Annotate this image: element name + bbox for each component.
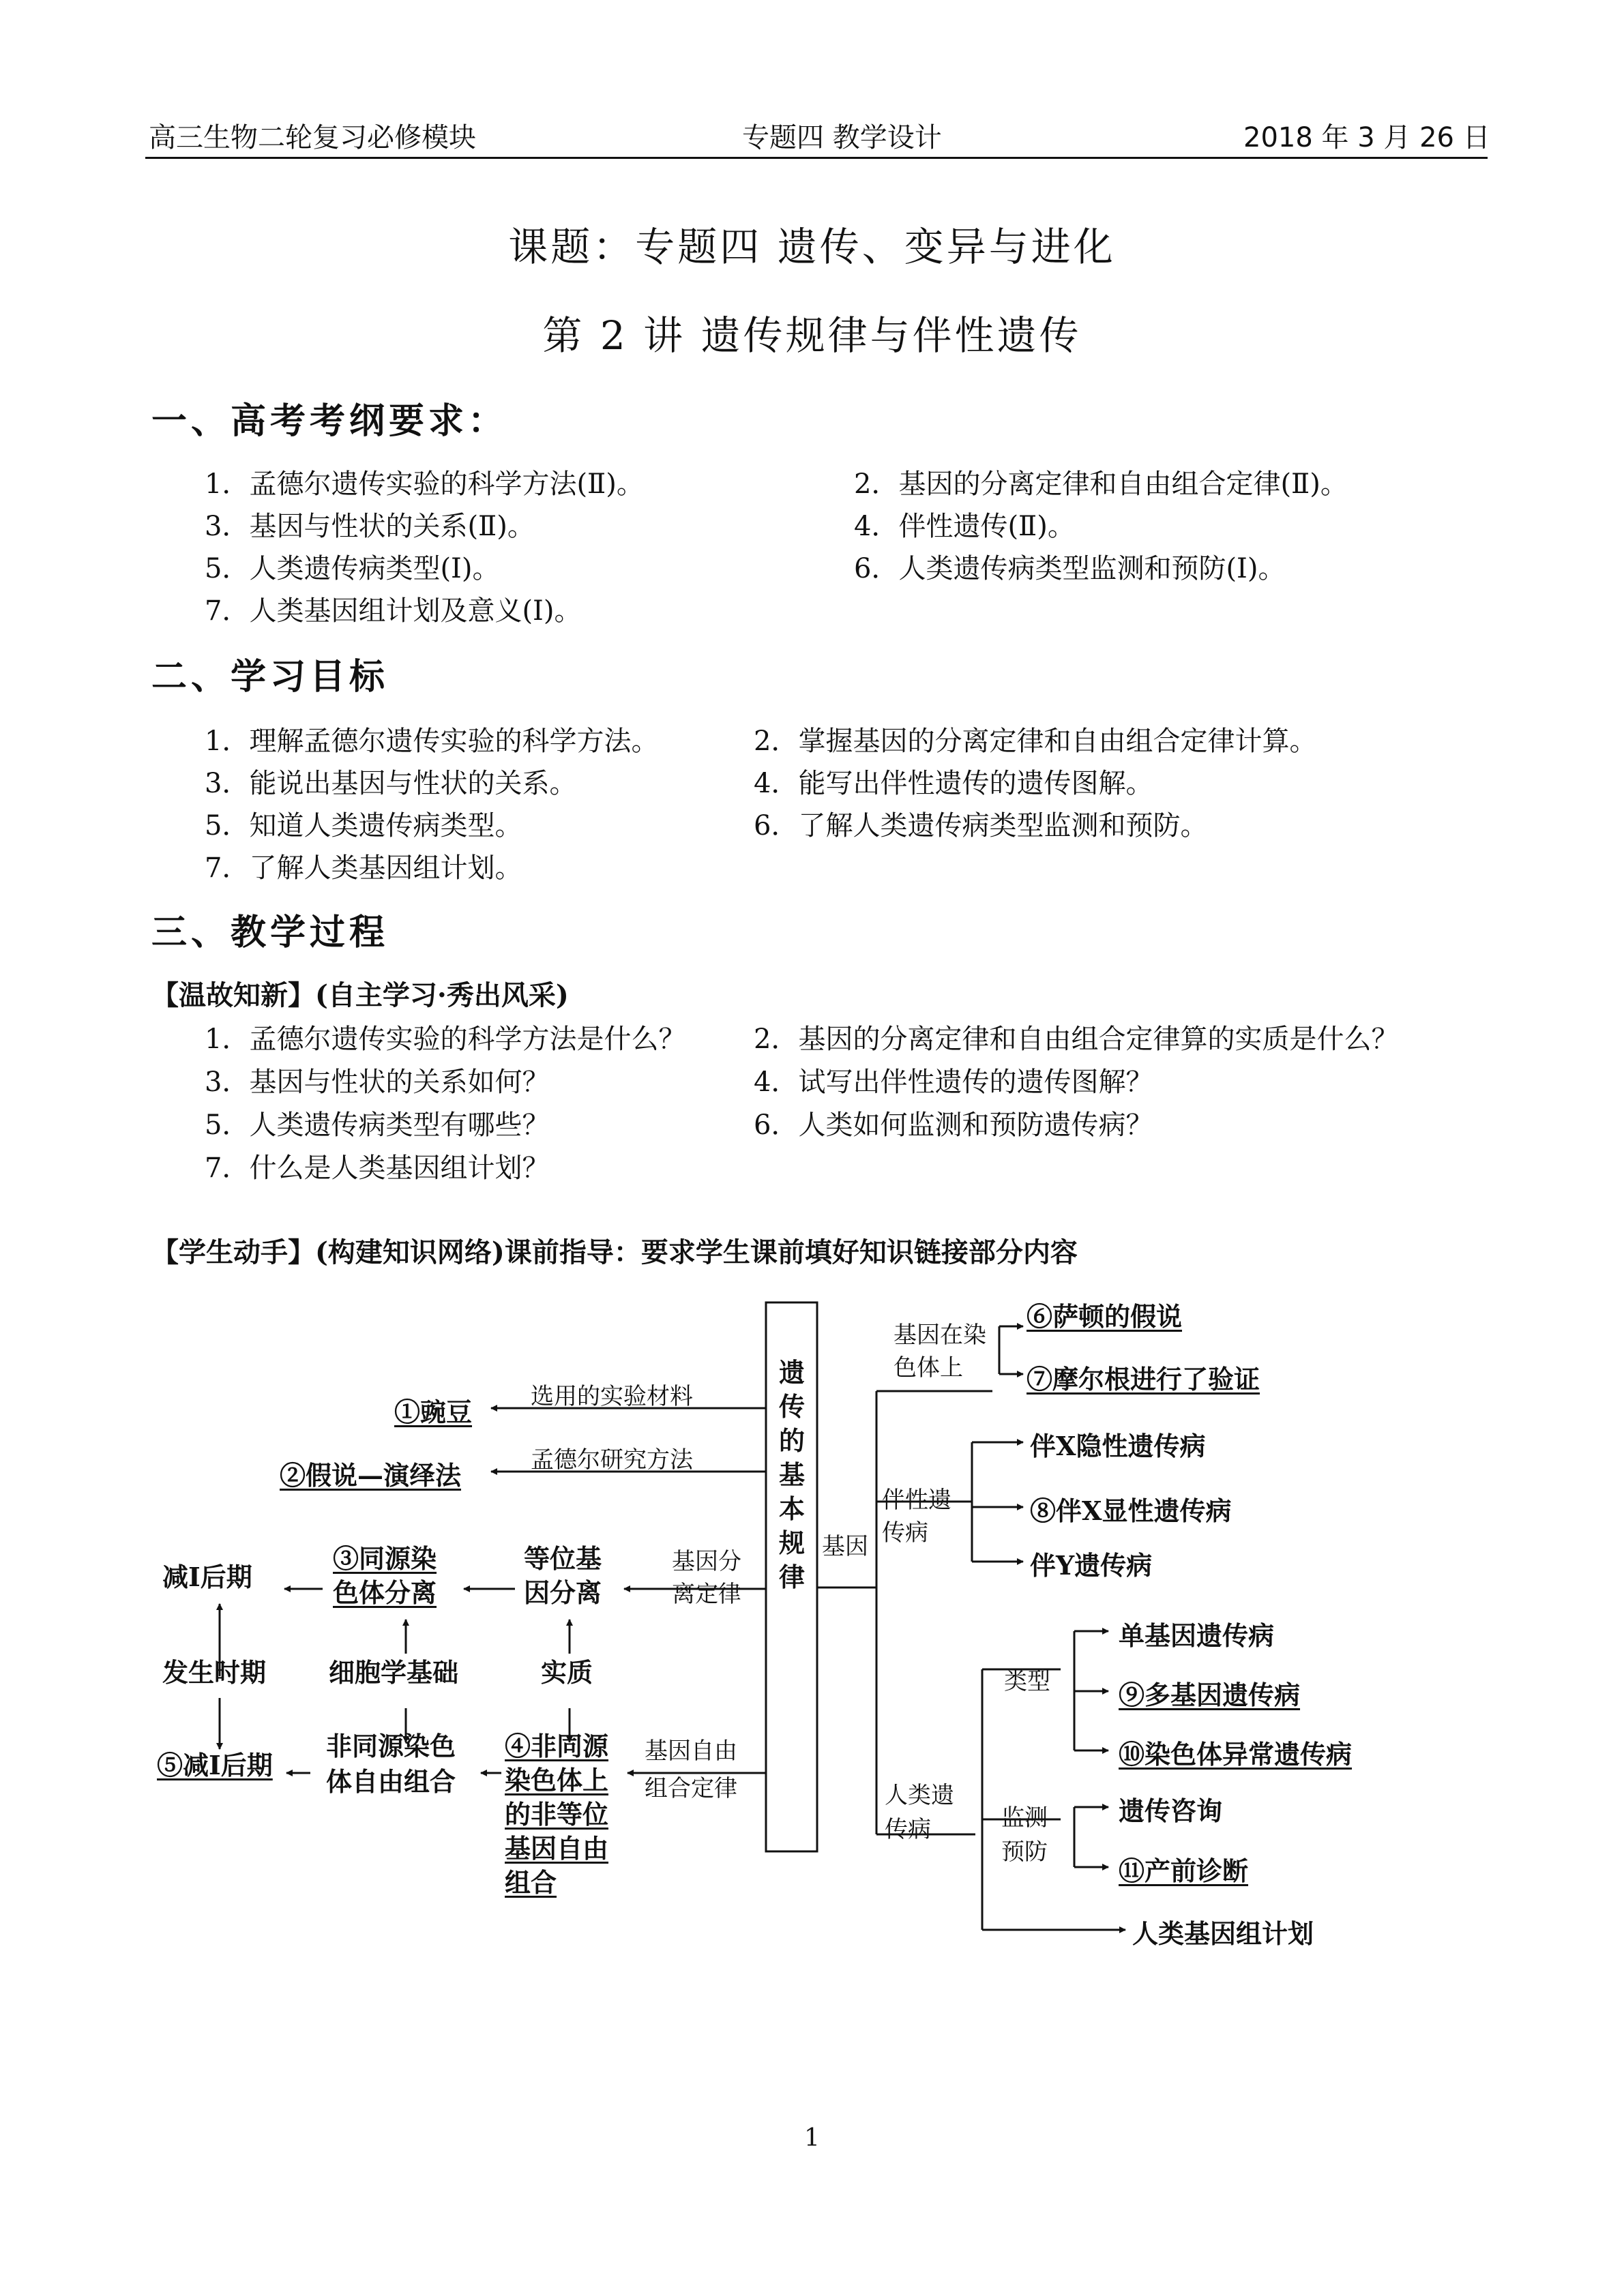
requirement-item: 7．人类基因组计划及意义(Ⅰ)。 [205,595,582,627]
sex-linked-label: 伴性遗 [882,1487,951,1514]
header-center: 专题四 教学设计 [742,122,942,153]
review-label: 【温故知新】(自主学习·秀出风采) [151,979,569,1011]
answer-nonallelic-free-combination: ④非同源 [505,1731,609,1761]
answer-meiosis-1-anaphase: ⑤减Ⅰ后期 [157,1750,273,1780]
nonhomolog-chromosome-combination: 体自由组合 [326,1766,456,1797]
cell-basis-label: 细胞学基础 [329,1657,459,1688]
gene-label: 基因 [822,1533,868,1560]
method-arrow-label: 孟德尔研究方法 [531,1446,693,1474]
center-box-char: 的 [779,1425,806,1456]
human-genetic-disease-label: 传病 [885,1816,931,1843]
requirement-item: 4．伴性遗传(Ⅱ)。 [854,511,1075,542]
goal-item: 2．掌握基因的分离定律和自由组合定律计算。 [754,726,1317,757]
answer-chromosomal-disease: ⑩染色体异常遗传病 [1119,1739,1353,1770]
answer-nonallelic-free-combination: 的非等位 [505,1799,609,1830]
goal-item: 7．了解人类基因组计划。 [205,852,522,884]
answer-hypothesis-deduction: ②假说—演绎法 [280,1460,462,1491]
answer-nonallelic-free-combination: 染色体上 [505,1765,609,1795]
answer-sutton-hypothesis-text: ⑥萨顿的假说 [1027,1301,1183,1332]
occur-time-label: 发生时期 [162,1657,267,1688]
review-item: 3．基因与性状的关系如何？ [205,1067,550,1098]
free-combination-law-label: 组合定律 [645,1775,737,1802]
human-genetic-disease-label: 人类遗 [885,1782,954,1809]
single-gene-disease: 单基因遗传病 [1119,1620,1275,1651]
answer-sutton-hypothesis [1027,1296,1182,1333]
allele-separation: 因分离 [524,1577,602,1608]
goal-item: 5．知道人类遗传病类型。 [205,810,522,841]
answer-nonallelic-free-combination: 基因自由 [505,1833,609,1864]
requirement-item: 2．基因的分离定律和自由组合定律(Ⅱ)。 [854,468,1348,500]
monitor-prevent-label: 监测 [1001,1804,1048,1832]
review-item: 1．孟德尔遗传实验的科学方法是什么？ [205,1024,686,1055]
goal-item: 4．能写出伴性遗传的遗传图解。 [754,768,1153,799]
goal-item: 6．了解人类遗传病类型监测和预防。 [754,810,1208,841]
allele-separation: 等位基 [524,1543,602,1574]
lecture-title: 第 2 讲 遗传规律与伴性遗传 [542,312,1082,359]
requirement-item: 3．基因与性状的关系(Ⅱ)。 [205,511,535,542]
lesson-title: 课题：专题四 遗传、变异与进化 [508,224,1116,270]
material-arrow-label: 选用的实验材料 [531,1383,693,1410]
goal-item: 1．理解孟德尔遗传实验的科学方法。 [205,726,659,757]
answer-homolog-separation: ③同源染 [333,1543,437,1574]
answer-homolog-separation: 色体分离 [333,1577,437,1608]
center-box-char: 规 [779,1527,806,1558]
center-box-char: 遗 [779,1357,806,1388]
essence-label: 实质 [541,1657,593,1688]
answer-polygenic-disease: ⑨多基因遗传病 [1119,1680,1301,1710]
review-item: 4．试写出伴性遗传的遗传图解？ [754,1067,1153,1098]
section3-heading: 三、教学过程 [151,912,389,953]
requirement-item: 6．人类遗传病类型监测和预防(Ⅰ)。 [854,553,1286,584]
sex-linked-label: 传病 [882,1519,928,1547]
center-box-char: 基 [779,1459,806,1490]
segregation-law-label: 基因分 [672,1548,741,1575]
types-label: 类型 [1004,1668,1050,1695]
header-date: 2018 年 3 月 26 日 [1243,122,1490,153]
review-item: 6．人类如何监测和预防遗传病？ [754,1109,1153,1141]
answer-morgan-verification [1027,1358,1260,1396]
center-box-char: 本 [779,1493,806,1524]
human-genome-project: 人类基因组计划 [1132,1918,1314,1949]
section1-heading: 一、高考考纲要求： [151,400,508,442]
review-item: 7．什么是人类基因组计划？ [205,1152,550,1184]
center-box-char: 律 [779,1562,806,1592]
nonhomolog-chromosome-combination: 非同源染色 [326,1731,456,1761]
goal-item: 3．能说出基因与性状的关系。 [205,768,577,799]
answer-pea: ①豌豆 [394,1397,473,1427]
answer-prenatal-diagnosis: ⑪产前诊断 [1119,1855,1249,1886]
review-item: 2．基因的分离定律和自由组合定律算的实质是什么？ [754,1024,1399,1055]
y-linked-disease: 伴Y遗传病 [1030,1550,1153,1581]
free-combination-law-label: 基因自由 [645,1738,737,1765]
genetic-counseling: 遗传咨询 [1119,1795,1223,1826]
header-left: 高三生物二轮复习必修模块 [149,122,476,153]
requirement-item: 5．人类遗传病类型(Ⅰ)。 [205,553,500,584]
segregation-law-label: 离定律 [672,1581,741,1608]
review-item: 5．人类遗传病类型有哪些？ [205,1109,550,1141]
requirement-item: 1．孟德尔遗传实验的科学方法(Ⅱ)。 [205,468,644,500]
gene-on-chromosome-label: 色体上 [894,1354,963,1382]
center-box-char: 传 [779,1391,806,1422]
meiosis-1-anaphase: 减Ⅰ后期 [162,1562,252,1592]
section2-heading: 二、学习目标 [151,656,389,698]
student-label: 【学生动手】(构建知识网络)课前指导：要求学生课前填好知识链接部分内容 [151,1236,1078,1268]
page-number: 1 [804,2124,820,2152]
answer-morgan-verification-text: ⑦摩尔根进行了验证 [1027,1364,1260,1395]
x-recessive-disease: 伴X隐性遗传病 [1030,1431,1206,1461]
monitor-prevent-label: 预防 [1001,1838,1048,1866]
gene-on-chromosome-label: 基因在染 [894,1322,986,1349]
answer-x-dominant-disease: ⑧伴X显性遗传病 [1030,1495,1232,1526]
answer-nonallelic-free-combination: 组合 [505,1867,557,1898]
